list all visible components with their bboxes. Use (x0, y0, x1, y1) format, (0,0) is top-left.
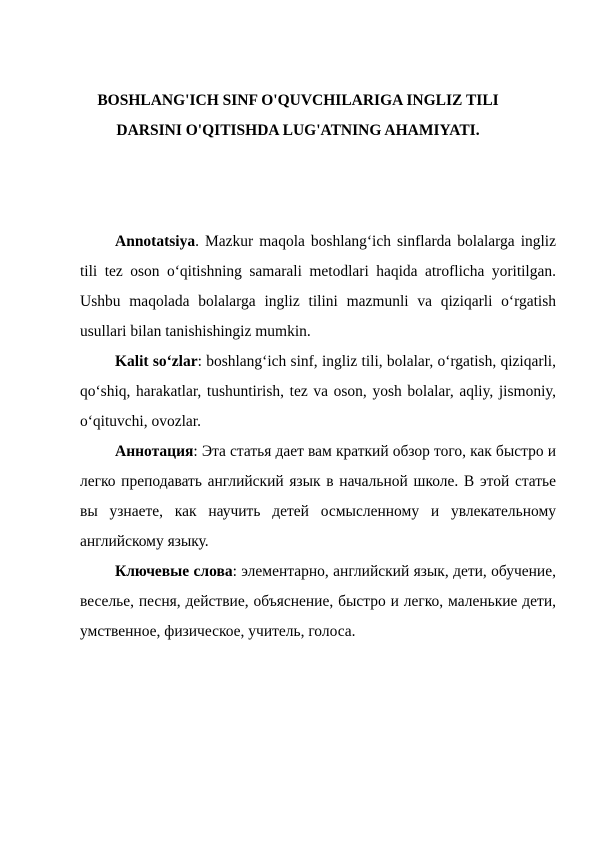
annotation-ru-paragraph (80, 437, 556, 557)
document-body (80, 227, 556, 647)
annotation-uz-text: . Mazkur maqola boshlang‘ich sinflarda bolalarga ingliz tili tez oson o‘qitishning samarali metodlari haqida atroflicha yoritilgan. Ushbu maqolada bolalarga ingliz tilini mazmunli va qiziqarli o‘rgatish usullari bilan tanishishingiz mumkin. (80, 233, 556, 340)
title-line-1: BOSHLANG'ICH SINF O'QUVCHILARIGA INGLIZ TILI (97, 92, 499, 109)
keywords-uz-label: Kalit so‘zlar (115, 353, 198, 370)
keywords-uz-paragraph (80, 347, 556, 437)
keywords-ru-text: : элементарно, английский язык, дети, обучение, веселье, песня, действие, объяснение, быстро и легко, маленькие дети, умственное, физическое, учитель, голоса. (80, 563, 556, 640)
keywords-uz-text: : boshlang‘ich sinf, ingliz tili, bolalar, o‘rgatish, qiziqarli, qo‘shiq, harakatlar, tushuntirish, tez va oson, yosh bolalar, aqliy, jismoniy, o‘qituvchi, ovozlar. (80, 353, 556, 430)
annotation-uz-label: Annotatsiya (115, 233, 196, 250)
keywords-ru-paragraph (80, 557, 556, 647)
keywords-ru-label: Ключевые слова (115, 563, 233, 580)
annotation-uz-paragraph (80, 227, 556, 347)
annotation-ru-label: Аннотация (115, 443, 194, 460)
title-line-2: DARSINI O'QITISHDA LUG'ATNING AHAMIYATI. (116, 122, 480, 139)
annotation-ru-text: : Эта статья дает вам краткий обзор того, как быстро и легко преподавать английский язык в начальной школе. В этой статье вы узнаете, как научить детей осмысленному и увлекательному английскому языку. (80, 443, 556, 550)
